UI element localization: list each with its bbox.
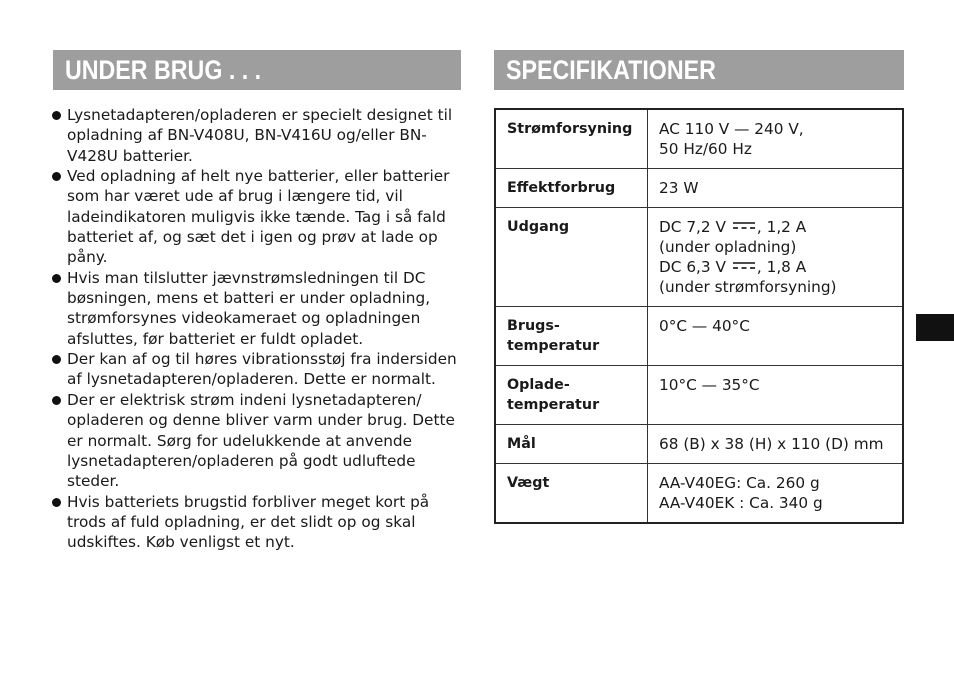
list-item: Hvis batteriets brugstid forbliver meget kort på trods af fuld opladning, er det slidt op og skal udskiftes. Køb venligst et nyt. [52,492,462,553]
bullet-dot-icon [52,355,61,364]
spec-value: 23 W [648,169,904,208]
bullet-dot-icon [52,498,61,507]
usage-notes-list [52,105,462,553]
table-row [495,307,903,366]
spec-label: Udgang [495,208,648,307]
list-item: Der er elektrisk strøm indeni lysnetadapteren/ opladeren og denne bliver varm under brug. Dette er normalt. Sørg for udelukkende at anvende lysnetadapteren/opladeren på godt udluftede steder. [52,390,462,492]
spec-label: Effektforbrug [495,169,648,208]
spec-label: Strømforsyning [495,109,648,169]
page-tab-marker [916,314,954,341]
list-item: Hvis man tilslutter jævnstrømsledningen til DC bøsningen, mens et batteri er under opladning, strømforsynes videokameraet og opladningen afsluttes, før batteriet er fuldt opladet. [52,268,462,349]
under-brug-heading [53,50,461,90]
bullet-dot-icon [52,396,61,405]
table-row [495,208,903,307]
spec-value: AA-V40EG: Ca. 260 g AA-V40EK : Ca. 340 g [648,464,904,524]
list-item: Der kan af og til høres vibrationsstøj fra indersiden af lysnetadapteren/opladeren. Dette er normalt. [52,349,462,390]
list-item: Ved opladning af helt nye batterier, eller batterier som har været ude af brug i længere tid, vil ladeindikatoren muligvis ikke tænde. Tag i så fald batteriet af, og sæt det i igen og prøv at lade op påny. [52,166,462,268]
dc-symbol-icon [733,221,755,230]
bullet-dot-icon [52,274,61,283]
spec-table [494,108,904,524]
bullet-dot-icon [52,111,61,120]
table-row [495,169,903,208]
table-row [495,366,903,425]
dc-symbol-icon [733,261,755,270]
table-row [495,464,903,524]
spec-label: Vægt [495,464,648,524]
spec-value: AC 110 V — 240 V, 50 Hz/60 Hz [648,109,904,169]
specifikationer-heading-text: SPECIFIKATIONER [506,55,716,85]
spec-label: Brugs- temperatur [495,307,648,366]
list-item: Lysnetadapteren/opladeren er specielt designet til opladning af BN-V408U, BN-V416U og/eller BN-V428U batterier. [52,105,462,166]
spec-value: DC 7,2 V , 1,2 A (under opladning) DC 6,3 V , 1,8 A (under strømforsyning) [648,208,904,307]
spec-value: 68 (B) x 38 (H) x 110 (D) mm [648,425,904,464]
bullet-dot-icon [52,172,61,181]
spec-value: 10°C — 35°C [648,366,904,425]
specifikationer-heading [494,50,904,90]
spec-value: 0°C — 40°C [648,307,904,366]
table-row [495,109,903,169]
table-row [495,425,903,464]
under-brug-heading-text: UNDER BRUG . . . [65,55,262,85]
spec-label: Oplade- temperatur [495,366,648,425]
spec-label: Mål [495,425,648,464]
